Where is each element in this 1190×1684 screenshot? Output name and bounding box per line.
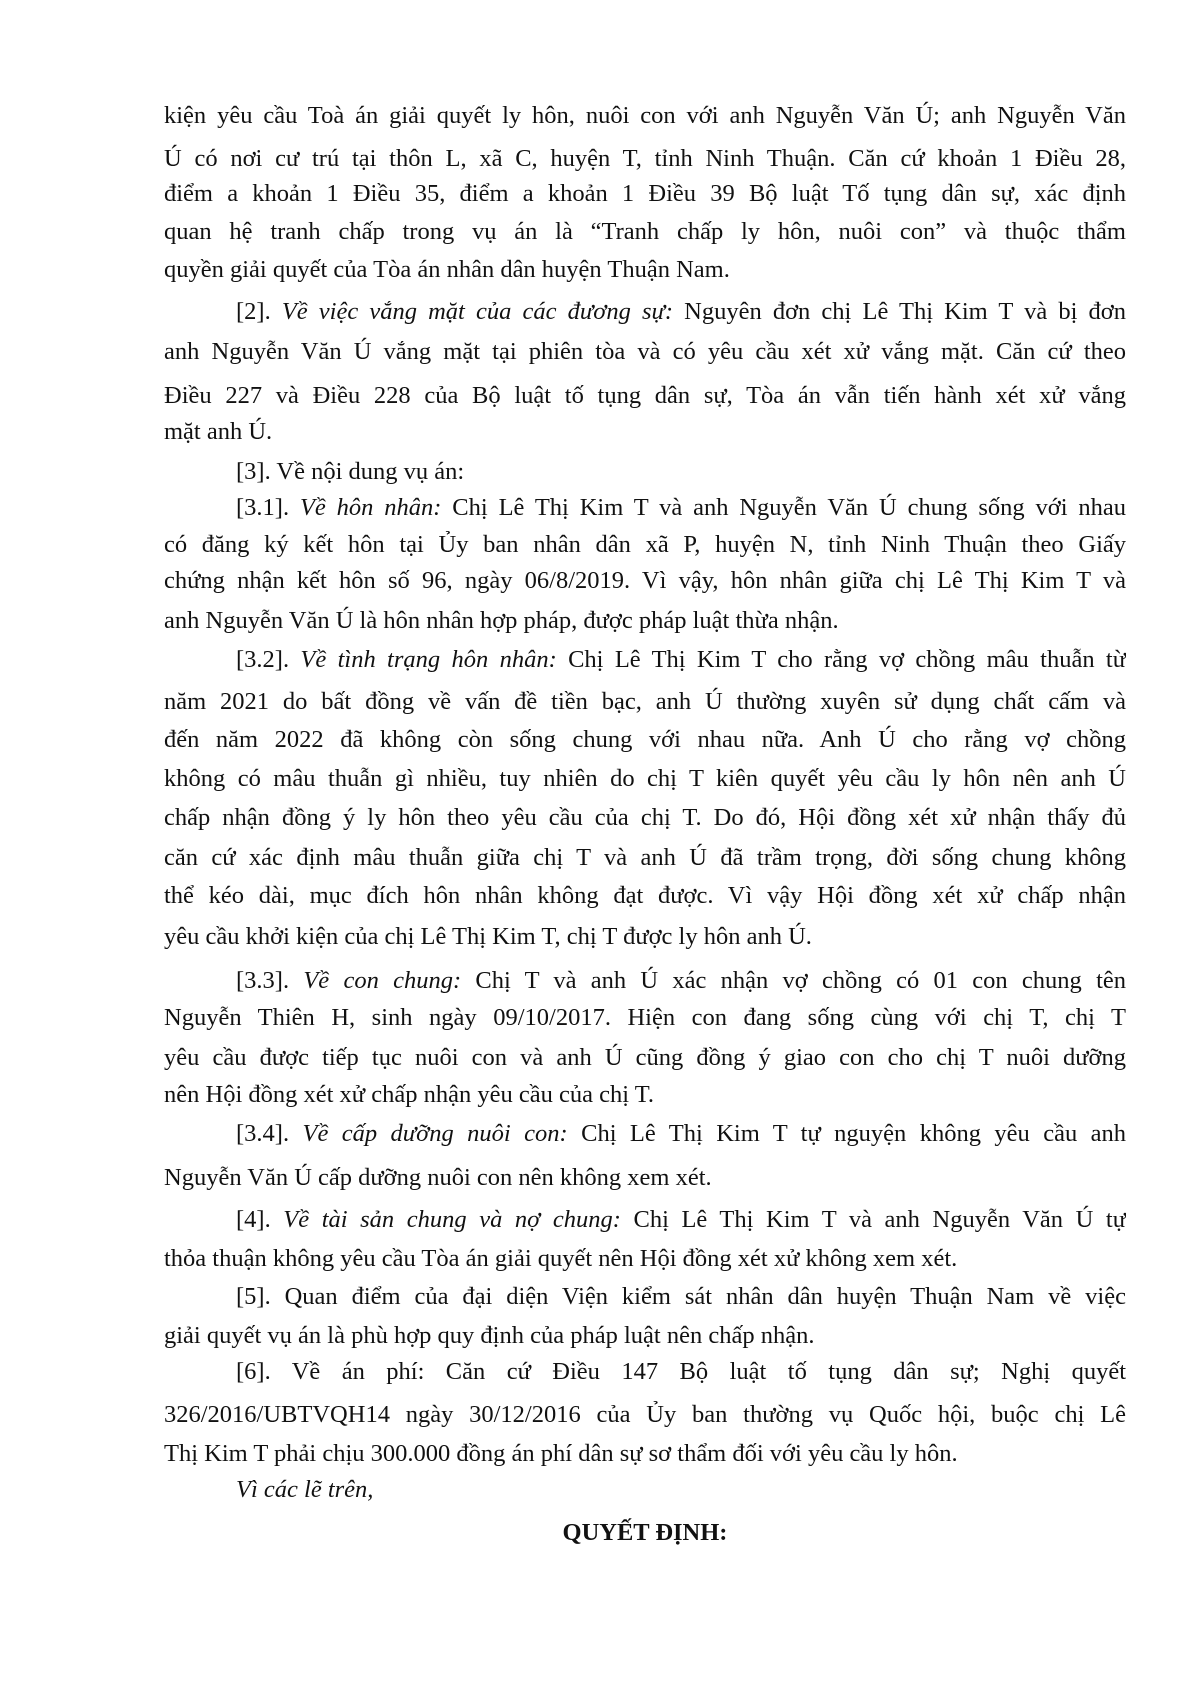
text-line [164, 1001, 1126, 1035]
text-segment: Nguyên đơn chị Lê Thị Kim T và bị đơn [673, 297, 1126, 325]
text-line [164, 801, 1126, 835]
text-segment: Nguyễn Văn Ú cấp dưỡng nuôi con nên không xem xét. [164, 1164, 712, 1192]
text-segment: Chị Lê Thị Kim T và anh Nguyễn Văn Ú tự [620, 1205, 1126, 1233]
text-line [236, 295, 1126, 329]
text-segment: năm 2021 do bất đồng về vấn đề tiền bạc, anh Ú thường xuyên sử dụng chất cấm và [164, 688, 1126, 716]
text-segment: Chị Lê Thị Kim T cho rằng vợ chồng mâu thuẫn từ [556, 646, 1126, 674]
text-line [164, 1242, 1126, 1276]
text-line [164, 1161, 1126, 1195]
text-line [164, 177, 1126, 211]
text-line [164, 920, 1126, 954]
text-line [164, 99, 1126, 133]
text-line [164, 1078, 1126, 1112]
text-line [164, 841, 1126, 875]
text-line [236, 1473, 1126, 1507]
text-line [236, 1355, 1126, 1389]
text-segment: [5]. Quan điểm của đại diện Viện kiểm sát nhân dân huyện Thuận Nam về việc [236, 1283, 1126, 1311]
text-segment: mặt anh Ú. [164, 418, 273, 446]
text-line [164, 879, 1126, 913]
italic-heading-text: Về tình trạng hôn nhân: [300, 646, 557, 674]
text-segment: có đăng ký kết hôn tại Ủy ban nhân dân xã P, huyện N, tỉnh Ninh Thuận theo Giấy [164, 530, 1126, 558]
text-segment: [2]. [236, 297, 282, 325]
text-segment: [4]. [236, 1205, 284, 1233]
text-line [164, 685, 1126, 719]
text-line [164, 415, 1126, 449]
text-segment: nên Hội đồng xét xử chấp nhận yêu cầu của chị T. [164, 1080, 654, 1108]
text-line [236, 455, 1126, 489]
section-heading [164, 1516, 1126, 1550]
text-line [164, 142, 1126, 176]
italic-heading-text: Vì các lẽ trên, [236, 1476, 374, 1504]
text-segment: kiện yêu cầu Toà án giải quyết ly hôn, nuôi con với anh Nguyễn Văn Ú; anh Nguyễn Văn [164, 101, 1126, 129]
italic-heading-text: Về cấp dưỡng nuôi con: [302, 1120, 568, 1148]
text-line [164, 528, 1126, 562]
text-segment: thỏa thuận không yêu cầu Tòa án giải quyết nên Hội đồng xét xử không xem xét. [164, 1244, 958, 1272]
text-segment: [3.4]. [236, 1120, 303, 1148]
text-line [236, 1203, 1126, 1237]
text-segment: đến năm 2022 đã không còn sống chung với nhau nữa. Anh Ú cho rằng vợ chồng [164, 725, 1126, 753]
text-segment: không có mâu thuẫn gì nhiều, tuy nhiên do chị T kiên quyết yêu cầu ly hôn nên anh Ú [164, 765, 1126, 793]
text-line [236, 1117, 1126, 1151]
text-segment: điểm a khoản 1 Điều 35, điểm a khoản 1 Điều 39 Bộ luật Tố tụng dân sự, xác định [164, 180, 1126, 208]
text-segment: [3.2]. [236, 646, 301, 674]
text-segment: yêu cầu khởi kiện của chị Lê Thị Kim T, chị T được ly hôn anh Ú. [164, 922, 812, 950]
text-line [164, 335, 1126, 369]
text-line [236, 964, 1126, 998]
text-line [164, 379, 1126, 413]
text-line [164, 253, 1126, 287]
text-segment: yêu cầu được tiếp tục nuôi con và anh Ú cũng đồng ý giao con cho chị T nuôi dưỡng [164, 1044, 1126, 1072]
text-segment: [3.1]. [236, 494, 300, 522]
text-line [236, 643, 1126, 677]
text-line [164, 1041, 1126, 1075]
text-segment: QUYẾT ĐỊNH: [562, 1518, 728, 1546]
text-segment: thể kéo dài, mục đích hôn nhân không đạt được. Vì vậy Hội đồng xét xử chấp nhận [164, 882, 1126, 910]
text-line [164, 723, 1126, 757]
text-segment: chứng nhận kết hôn số 96, ngày 06/8/2019. Vì vậy, hôn nhân giữa chị Lê Thị Kim T và [164, 567, 1126, 595]
text-line [236, 1280, 1126, 1314]
text-segment: 326/2016/UBTVQH14 ngày 30/12/2016 của Ủy ban thường vụ Quốc hội, buộc chị Lê [164, 1401, 1126, 1429]
italic-heading-text: Về tài sản chung và nợ chung: [283, 1205, 621, 1233]
text-segment: [3.3]. [236, 966, 304, 994]
text-segment: Thị Kim T phải chịu 300.000 đồng án phí dân sự sơ thẩm đối với yêu cầu ly hôn. [164, 1439, 958, 1467]
italic-heading-text: Về việc vắng mặt của các đương sự: [281, 297, 674, 325]
text-line [164, 215, 1126, 249]
text-segment: quyền giải quyết của Tòa án nhân dân huyện Thuận Nam. [164, 256, 730, 284]
text-line [164, 1319, 1126, 1353]
text-segment: Chị T và anh Ú xác nhận vợ chồng có 01 con chung tên [461, 966, 1126, 994]
text-line [164, 604, 1126, 638]
text-segment: giải quyết vụ án là phù hợp quy định của pháp luật nên chấp nhận. [164, 1321, 815, 1349]
text-line [164, 1437, 1126, 1471]
text-segment: Chị Lê Thị Kim T và anh Nguyễn Văn Ú chung sống với nhau [441, 494, 1126, 522]
text-segment: quan hệ tranh chấp trong vụ án là “Tranh chấp ly hôn, nuôi con” và thuộc thẩm [164, 217, 1126, 245]
text-line [164, 762, 1126, 796]
text-segment: [3]. Về nội dung vụ án: [236, 457, 465, 485]
text-segment: anh Nguyễn Văn Ú là hôn nhân hợp pháp, được pháp luật thừa nhận. [164, 606, 839, 634]
text-segment: căn cứ xác định mâu thuẫn giữa chị T và anh Ú đã trầm trọng, đời sống chung không [164, 843, 1126, 871]
text-segment: Điều 227 và Điều 228 của Bộ luật tố tụng dân sự, Tòa án vẫn tiến hành xét xử vắng [164, 381, 1126, 409]
text-line [164, 1398, 1126, 1432]
text-segment: chấp nhận đồng ý ly hôn theo yêu cầu của chị T. Do đó, Hội đồng xét xử nhận thấy đủ [164, 803, 1126, 831]
italic-heading-text: Về hôn nhân: [299, 494, 442, 522]
text-line [164, 564, 1126, 598]
italic-heading-text: Về con chung: [303, 966, 462, 994]
text-segment: Nguyễn Thiên H, sinh ngày 09/10/2017. Hiện con đang sống cùng với chị T, chị T [164, 1004, 1126, 1032]
text-segment: [6]. Về án phí: Căn cứ Điều 147 Bộ luật tố tụng dân sự; Nghị quyết [236, 1358, 1126, 1386]
text-line [236, 491, 1126, 525]
text-segment: Chị Lê Thị Kim T tự nguyện không yêu cầu anh [567, 1120, 1126, 1148]
text-segment: Ú có nơi cư trú tại thôn L, xã C, huyện T, tỉnh Ninh Thuận. Căn cứ khoản 1 Điều 28, [164, 144, 1126, 172]
text-segment: anh Nguyễn Văn Ú vắng mặt tại phiên tòa và có yêu cầu xét xử vắng mặt. Căn cứ theo [164, 337, 1126, 365]
